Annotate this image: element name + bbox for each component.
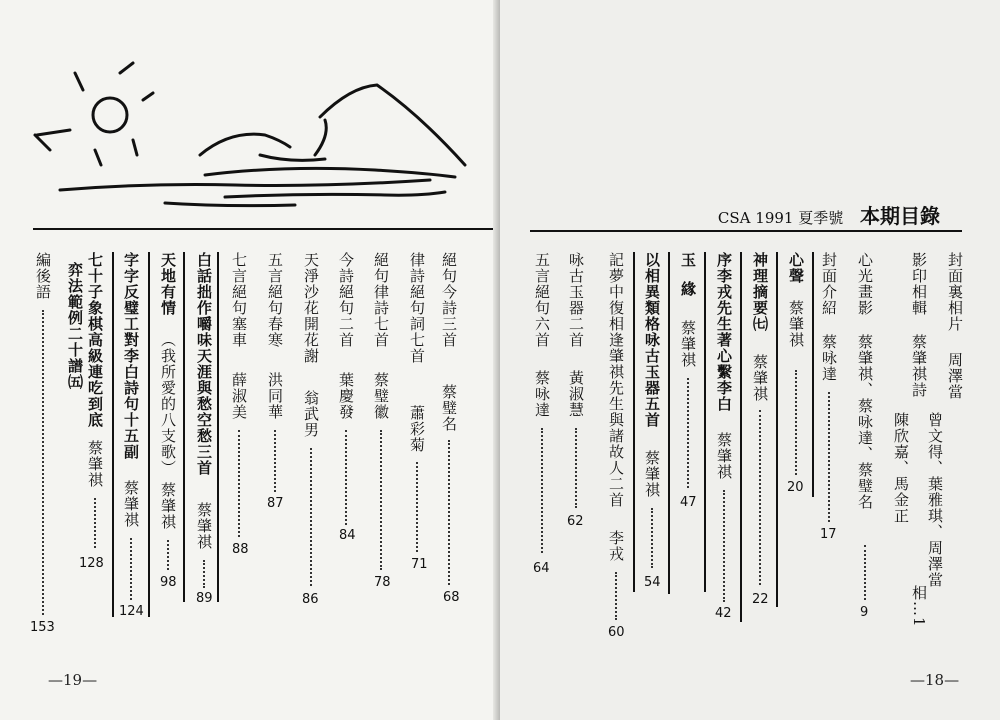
leader-dots: [828, 392, 832, 522]
entry-page: 78: [374, 575, 391, 590]
entry-author: 蔡肇祺: [195, 502, 213, 550]
entry-page: 62: [567, 514, 584, 529]
entry-author: 蕭彩菊: [408, 405, 426, 453]
leader-dots: [94, 498, 98, 548]
journal-name: CSA 1991 夏季號: [717, 209, 844, 227]
leader-dots: [575, 428, 579, 508]
leader-dots: [203, 560, 207, 588]
entry-author: 蔡肇祺、蔡咏達、蔡璧名: [856, 334, 874, 510]
entry-page: 153: [30, 620, 55, 635]
entry-author: 蔡璧名: [440, 384, 458, 432]
entry-author: 蔡肇祺: [159, 482, 177, 530]
entry-title: 以相異類格咏古玉器五首: [643, 252, 661, 428]
entry-title: 心光畫影: [856, 252, 874, 316]
page-number-left: —19—: [48, 671, 98, 689]
leader-dots: [167, 540, 171, 570]
leader-dots: [541, 428, 545, 553]
entry-author: 洪同華: [266, 372, 284, 420]
leader-dots: [723, 490, 727, 602]
leader-dots: [274, 430, 278, 492]
leader-dots: [759, 410, 763, 585]
entry-credit-line1: 曾文得、葉雅琪、周澤當: [926, 412, 944, 588]
entry-author: 黃淑慧: [567, 370, 585, 418]
entry-title: 七十子象棋高級連吃到底: [86, 252, 104, 428]
entry-page: 64: [533, 561, 550, 576]
entry-author: 蔡咏達: [533, 370, 551, 418]
entry-author: 薛淑美: [230, 372, 248, 420]
entry-author: 蔡肇祺: [715, 432, 733, 480]
entry-title: 字字反璧工對李白詩句十五副: [122, 252, 140, 460]
entry-page: 98: [160, 575, 177, 590]
entry-author: 蔡肇祺: [86, 440, 104, 488]
leader-dots: [42, 310, 46, 615]
entry-page: 54: [644, 575, 661, 590]
entry-title-line2: 弈法範例二十譜㈤: [66, 262, 84, 390]
leader-dots: [795, 370, 799, 475]
entry-title: 今詩絕句二首: [337, 252, 355, 348]
entry-author: 蔡肇祺: [679, 320, 697, 368]
entry-author: 蔡肇祺: [787, 300, 805, 348]
entry-title: 律詩絕句詞七首: [408, 252, 426, 364]
entry-page: 9: [860, 605, 869, 620]
entry-divider: [668, 252, 670, 594]
leader-dots: [345, 430, 349, 525]
entry-title: 心聲: [787, 252, 805, 284]
right-page: [500, 0, 1000, 720]
entry-author: 葉慶發: [337, 372, 355, 420]
toc-title: 本期目錄: [860, 204, 940, 228]
leader-dots: [416, 462, 420, 552]
entry-title: 編後語: [34, 252, 52, 300]
entry-page: 86: [302, 592, 319, 607]
entry-page: 42: [715, 606, 732, 621]
entry-page: 68: [443, 590, 460, 605]
entry-divider: [812, 252, 814, 497]
sun-mountain-illustration: [25, 55, 470, 225]
entry-divider: [776, 252, 778, 607]
entry-title: 玉緣: [679, 252, 697, 310]
leader-dots: [238, 430, 242, 537]
entry-page: 47: [680, 495, 697, 510]
entry-title: 記夢中復相逢肇祺先生與諸故人二首: [607, 252, 625, 508]
entry-divider: [112, 252, 114, 617]
entry-divider: [704, 252, 706, 592]
leader-dots: [380, 430, 384, 570]
entry-credit-line3: 相…1: [910, 585, 928, 628]
entry-title: 七言絕句塞車: [230, 252, 248, 348]
entry-title: 封面裏相片: [946, 252, 964, 332]
entry-page: 71: [411, 557, 428, 572]
entry-author: 蔡肇祺: [643, 450, 661, 498]
entry-page: 124: [119, 604, 144, 619]
entry-page: 20: [787, 480, 804, 495]
leader-dots: [310, 448, 314, 586]
entry-author: 李戎: [607, 530, 625, 562]
page-number-right: —18—: [910, 671, 960, 689]
entry-page: 88: [232, 542, 249, 557]
entry-page: 22: [752, 592, 769, 607]
entry-author: 蔡肇祺: [122, 480, 140, 528]
entry-title: 絕句今詩三首: [440, 252, 458, 348]
entry-author: 翁武男: [302, 390, 320, 438]
entry-title: 五言絕句春寒: [266, 252, 284, 348]
entry-author: 蔡肇祺: [751, 354, 769, 402]
leader-dots: [687, 378, 691, 488]
leader-dots: [448, 440, 452, 585]
entry-credit-line2: 陳欣嘉、馬金正: [892, 412, 910, 524]
entry-page: 87: [267, 496, 284, 511]
entry-divider: [217, 252, 219, 602]
entry-page: 89: [196, 591, 213, 606]
entry-divider: [633, 252, 635, 592]
entry-divider: [740, 252, 742, 622]
entry-title: 五言絕句六首: [533, 252, 551, 348]
top-rule-right: [530, 230, 962, 232]
entry-title: 天淨沙花開花謝: [302, 252, 320, 364]
entry-author: 蔡璧徽: [372, 372, 390, 420]
leader-dots: [130, 538, 134, 600]
entry-title: 咏古玉器二首: [567, 252, 585, 348]
entry-subtitle: （我所愛的八支歌）: [159, 332, 177, 476]
entry-author: 周澤當: [946, 352, 964, 400]
entry-page: 60: [608, 625, 625, 640]
entry-title: 天地有情: [159, 252, 177, 316]
entry-title: 白話拙作嚼味天涯與愁空愁三首: [195, 252, 213, 476]
entry-page: 17: [820, 527, 837, 542]
entry-divider: [183, 252, 185, 602]
entry-author: 蔡咏達: [820, 334, 838, 382]
entry-page: 84: [339, 528, 356, 543]
entry-title: 絕句律詩七首: [372, 252, 390, 348]
entry-title: 序李戎先生著心繫李白: [715, 252, 733, 412]
entry-title: 影印相輯: [910, 252, 928, 316]
leader-dots: [651, 508, 655, 568]
entry-divider: [148, 252, 150, 617]
entry-title: 神理摘要㈦: [751, 252, 769, 332]
entry-author: 蔡肇祺詩: [910, 334, 928, 398]
leader-dots: [615, 572, 619, 620]
leader-dots: [864, 545, 868, 600]
top-rule-left: [33, 228, 495, 230]
entry-page: 128: [79, 556, 104, 571]
entry-title: 封面介紹: [820, 252, 838, 316]
toc-header: [718, 200, 940, 229]
